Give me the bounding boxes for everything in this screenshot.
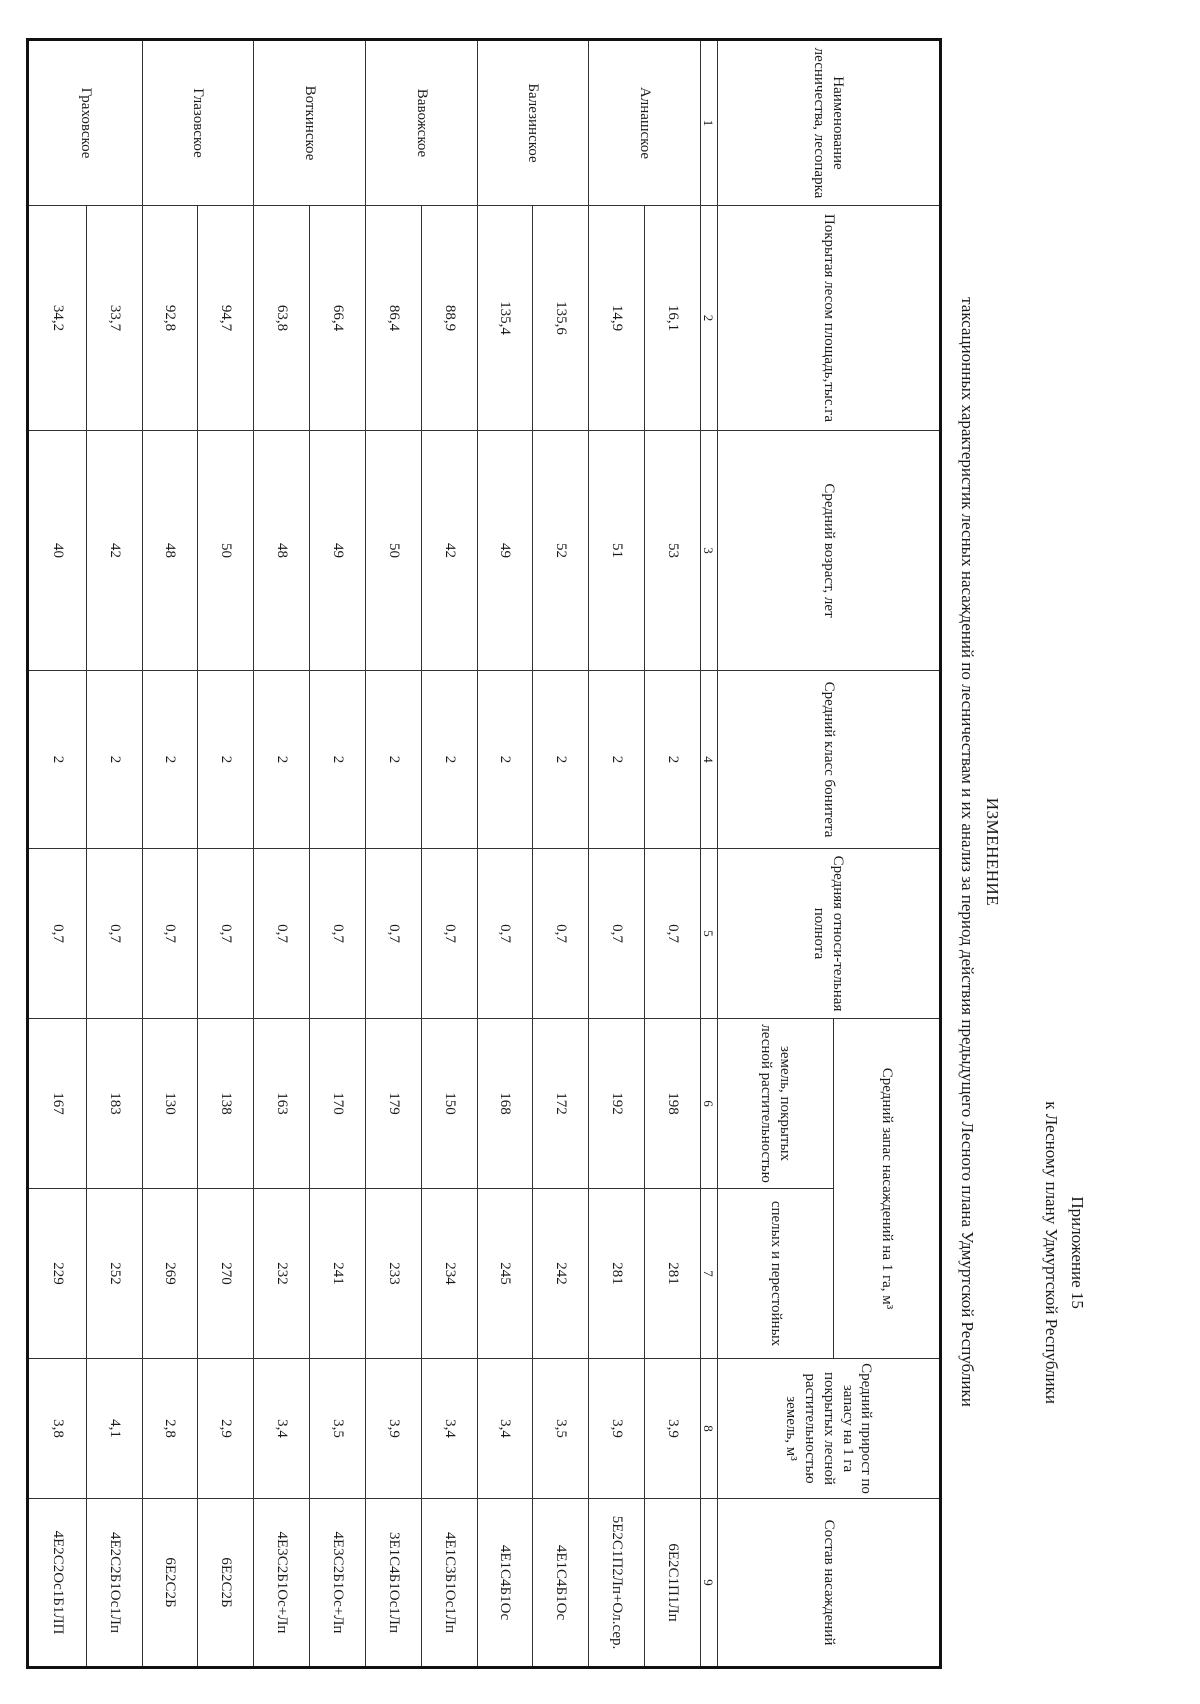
table-cell: 232 <box>254 1189 310 1359</box>
table-cell: 2 <box>365 671 421 849</box>
table-cell: 42 <box>421 431 477 671</box>
table-cell: 14,9 <box>589 206 645 431</box>
table-cell: 167 <box>28 1019 87 1189</box>
table-cell: 241 <box>310 1189 366 1359</box>
table-cell: 198 <box>645 1019 701 1189</box>
table-cell: 0,7 <box>645 849 701 1019</box>
table-cell: 2,9 <box>198 1359 254 1499</box>
table-cell: 16,1 <box>645 206 701 431</box>
table-cell: 2 <box>28 671 87 849</box>
table-row <box>589 40 645 1668</box>
table-cell: 49 <box>477 431 533 671</box>
column-number: 4 <box>701 671 718 849</box>
table-cell: 2 <box>421 671 477 849</box>
table-cell: 281 <box>589 1189 645 1359</box>
column-number: 3 <box>701 431 718 671</box>
table-cell: 2 <box>86 671 142 849</box>
table-cell: 2,8 <box>142 1359 198 1499</box>
title-block <box>955 0 1004 1704</box>
table-cell: 270 <box>198 1189 254 1359</box>
table-cell: 5Е2С1П2Лп+Ол.сер. <box>589 1499 645 1668</box>
column-number: 8 <box>701 1359 718 1499</box>
table-cell: 6Е2С1П1Лп <box>645 1499 701 1668</box>
table-cell: 4Е2С2Б1Ос1Лп <box>86 1499 142 1668</box>
table-cell: 192 <box>589 1019 645 1189</box>
column-number-row <box>701 40 718 1668</box>
forestry-name: Воткинское <box>254 40 366 206</box>
table-cell: 48 <box>254 431 310 671</box>
header-stock-mature: спелых и перестойных <box>718 1189 834 1359</box>
table-cell: 42 <box>86 431 142 671</box>
table-cell: 4Е1С4Б1Ос <box>533 1499 589 1668</box>
table-cell: 2 <box>254 671 310 849</box>
table-cell: 150 <box>421 1019 477 1189</box>
table-row <box>310 40 366 1668</box>
table-cell: 2 <box>142 671 198 849</box>
table-cell: 269 <box>142 1189 198 1359</box>
table-cell: 3,4 <box>421 1359 477 1499</box>
table-cell: 233 <box>365 1189 421 1359</box>
table-cell: 50 <box>198 431 254 671</box>
table-cell: 0,7 <box>477 849 533 1019</box>
header-name: Наименование лесничества, лесопарка <box>718 40 941 206</box>
header-row <box>834 40 941 1668</box>
table-cell: 135,6 <box>533 206 589 431</box>
forestry-name: Вавожское <box>365 40 477 206</box>
table-cell: 52 <box>533 431 589 671</box>
header-increment: Средний прирост по запасу на 1 га покрытых лесной растительностью земель, м³ <box>718 1359 941 1499</box>
table-cell: 3,9 <box>365 1359 421 1499</box>
table-cell: 4Е1С3Б1Ос1Лп <box>421 1499 477 1668</box>
header-density: Средняя относи-тельная полнота <box>718 849 941 1019</box>
table-cell: 50 <box>365 431 421 671</box>
table-cell: 6Е2С2Б <box>142 1499 198 1668</box>
appendix-reference: к Лесному плану Удмуртской Республики <box>1041 1101 1061 1404</box>
table-cell: 51 <box>589 431 645 671</box>
header-composition: Состав насаждений <box>718 1499 941 1668</box>
column-number: 9 <box>701 1499 718 1668</box>
table-cell: 0,7 <box>533 849 589 1019</box>
column-number: 5 <box>701 849 718 1019</box>
table-cell: 3,4 <box>254 1359 310 1499</box>
table-cell: 183 <box>86 1019 142 1189</box>
table-cell: 0,7 <box>142 849 198 1019</box>
table-cell: 86,4 <box>365 206 421 431</box>
table-row <box>142 40 198 1668</box>
table-cell: 4Е1С4Б1Ос <box>477 1499 533 1668</box>
table-row <box>254 40 310 1668</box>
table-cell: 2 <box>198 671 254 849</box>
appendix-caption <box>1037 1101 1090 1404</box>
table-cell: 48 <box>142 431 198 671</box>
document-subtitle: таксационных характеристик лесных насаждений по лесничествам и их анализ за период действия предыдущего Лесного плана Удмуртской Республики <box>958 297 978 1407</box>
table-cell: 3,8 <box>28 1359 87 1499</box>
table-cell: 0,7 <box>310 849 366 1019</box>
table-cell: 242 <box>533 1189 589 1359</box>
table-row <box>86 40 142 1668</box>
table-cell: 0,7 <box>365 849 421 1019</box>
header-area: Покрытая лесом площадь,тыс.га <box>718 206 941 431</box>
column-number: 1 <box>701 40 718 206</box>
table-cell: 49 <box>310 431 366 671</box>
header-bonitet: Средний класс бонитета <box>718 671 941 849</box>
table-row <box>365 40 421 1668</box>
table-cell: 0,7 <box>254 849 310 1019</box>
table-cell: 0,7 <box>589 849 645 1019</box>
table-cell: 3Е1С4Б1Ос1Лп <box>365 1499 421 1668</box>
table-cell: 168 <box>477 1019 533 1189</box>
table-cell: 3,9 <box>645 1359 701 1499</box>
column-number: 7 <box>701 1189 718 1359</box>
table-cell: 179 <box>365 1019 421 1189</box>
table-cell: 34,2 <box>28 206 87 431</box>
table-cell: 2 <box>533 671 589 849</box>
table-cell: 170 <box>310 1019 366 1189</box>
document-title: ИЗМЕНЕНИЕ <box>983 797 1002 907</box>
appendix-number: Приложение 15 <box>1068 1196 1087 1309</box>
table-row <box>28 40 87 1668</box>
table-cell: 33,7 <box>86 206 142 431</box>
table-cell: 53 <box>645 431 701 671</box>
table-cell: 0,7 <box>198 849 254 1019</box>
table-cell: 245 <box>477 1189 533 1359</box>
table-row <box>645 40 701 1668</box>
table-cell: 229 <box>28 1189 87 1359</box>
table-row <box>477 40 533 1668</box>
table-cell: 0,7 <box>421 849 477 1019</box>
table-cell: 3,9 <box>589 1359 645 1499</box>
table-cell: 163 <box>254 1019 310 1189</box>
header-stock-covered: земель, покрытых лесной растительностью <box>718 1019 834 1189</box>
table-cell: 0,7 <box>28 849 87 1019</box>
table-row <box>421 40 477 1668</box>
table-cell: 4Е3С2Б1Ос+Лп <box>310 1499 366 1668</box>
table-row <box>198 40 254 1668</box>
table-cell: 2 <box>477 671 533 849</box>
table-cell: 94,7 <box>198 206 254 431</box>
table-cell: 63,8 <box>254 206 310 431</box>
forestry-name: Граховское <box>28 40 143 206</box>
table-cell: 234 <box>421 1189 477 1359</box>
table-row <box>533 40 589 1668</box>
table-cell: 40 <box>28 431 87 671</box>
table-cell: 252 <box>86 1189 142 1359</box>
table-cell: 135,4 <box>477 206 533 431</box>
table-cell: 130 <box>142 1019 198 1189</box>
header-stock-group: Средний запас насаждений на 1 га, м³ <box>834 1019 941 1359</box>
table-cell: 66,4 <box>310 206 366 431</box>
forestry-name: Глазовское <box>142 40 254 206</box>
table-cell: 4,1 <box>86 1359 142 1499</box>
table-cell: 4Е2С2Ос1Б1ЛП <box>28 1499 87 1668</box>
table-cell: 138 <box>198 1019 254 1189</box>
column-number: 6 <box>701 1019 718 1189</box>
header-age: Средний возраст, лет <box>718 431 941 671</box>
table-cell: 2 <box>589 671 645 849</box>
table-cell: 92,8 <box>142 206 198 431</box>
table-cell: 6Е2С2Б <box>198 1499 254 1668</box>
table-cell: 2 <box>310 671 366 849</box>
table-cell: 3,5 <box>310 1359 366 1499</box>
table-cell: 88,9 <box>421 206 477 431</box>
forest-characteristics-table <box>26 38 942 1669</box>
table-cell: 281 <box>645 1189 701 1359</box>
column-number: 2 <box>701 206 718 431</box>
table-cell: 4Е3С2Б1Ос+Лп <box>254 1499 310 1668</box>
table-cell: 3,4 <box>477 1359 533 1499</box>
table-cell: 0,7 <box>86 849 142 1019</box>
table-cell: 172 <box>533 1019 589 1189</box>
table-cell: 2 <box>645 671 701 849</box>
forestry-name: Алнашское <box>589 40 701 206</box>
forestry-name: Балезинское <box>477 40 589 206</box>
table-cell: 3,5 <box>533 1359 589 1499</box>
